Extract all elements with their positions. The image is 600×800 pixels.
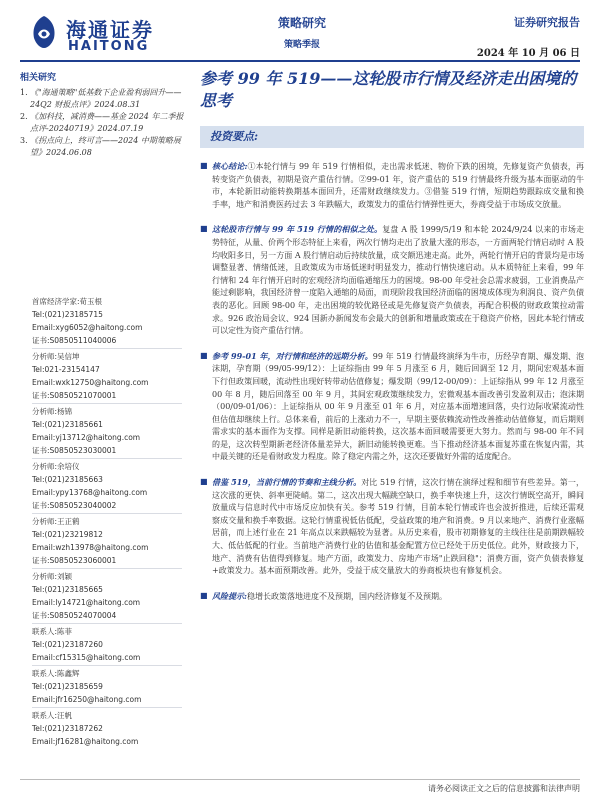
bullet-icon: 3. [20,136,28,145]
analyst-email[interactable]: Email:wxk12750@haitong.com [32,378,149,387]
analyst-role: 分析师:吴信坤 [32,352,80,361]
haitong-logo-icon [28,14,60,50]
subcategory-label: 策略季报 [283,40,320,50]
key-point-paragraph [200,160,584,211]
contact-email[interactable]: Email:jfr16250@haitong.com [32,695,142,704]
related-research-title: 相关研究 [20,73,57,83]
analyst-block [32,405,182,459]
related-item[interactable]: 1. 《"海通策略"低基数下企业盈利弱回升——24Q2 财报点评》2024.08.31 [20,88,182,109]
category-label: 策略研究 [277,16,326,30]
analyst-role: 分析师:杨锦 [32,407,73,416]
contact-role: 联系人:陈菲 [32,627,73,636]
divider [32,623,182,624]
contact-email[interactable]: Email:jf16281@haitong.com [32,737,139,746]
divider [32,568,182,569]
square-bullet-icon: ■ [200,161,208,170]
analyst-block [32,295,182,349]
key-point-paragraph [200,350,584,464]
divider [32,707,182,708]
divider [32,348,182,349]
paragraph-text: 对比 519 行情，这次行情在演绎过程和细节有些差异。第一，这次涨的更快、斜率更陡峭。第二，这次出现大幅跳空缺口，换手率快速上升，这次行情既空高开，瞬间放量成与信息时代中市场反应加快有关。参考 519 行情，目前本轮行情或许也会波折推进，后续还需观察成交量和换手率数据。这轮行情重视低估低配，受益政策的地产和消费。9 月以来地产、消费行业涨幅居前，而上述行业在 21 年高点以来跌幅较为显著。从历史来看，股市初期修复的主线往往是前期跌幅较大、低估低配的行业。当前地产消费行业的估值和基金配置方位已经处于历史低位。此外，财政接力下，地产、消费有估值得到修复。地产方面，政策发力、房地产市场"止跌回稳"；消费方面，资产负债表修复+政策发力。基本面预期改善。此外，受益于成交量放大的券商板块也有修复机会。 [212,478,584,576]
square-bullet-icon: ■ [200,224,208,234]
related-item[interactable]: 3. 《拐点向上，终可言——2024 中期策略展望》2024.06.08 [20,136,181,157]
square-bullet-icon: ■ [200,477,208,487]
analyst-email[interactable]: Email:yj13712@haitong.com [32,433,141,442]
analyst-email[interactable]: Email:xyg6052@haitong.com [32,323,143,332]
analyst-cert: 证书:S0850511040006 [32,336,117,345]
analyst-email[interactable]: Email:wzh13978@haitong.com [32,543,149,552]
report-title: 参考 99 年 519——这轮股市行情及经济走出困境的思考 [200,69,577,110]
report-meta [477,14,580,59]
main-content [200,62,584,603]
contact-tel: Tel:(021)23187260 [32,640,103,649]
analyst-cert: 证书:S0850524070004 [32,611,117,620]
paragraph-lead: 这轮股市行情与 99 年 519 行情的相似之处。 [212,224,383,235]
paragraph-lead: 核心结论: [212,161,248,171]
report-date: 2024 年 10 月 06 日 [476,48,580,59]
divider [32,403,182,404]
square-bullet-icon: ■ [200,590,208,600]
analyst-cert: 证书:S0850523060001 [32,556,117,565]
key-point-paragraph [200,223,584,337]
analyst-email[interactable]: Email:ypy13768@haitong.com [32,488,148,497]
key-point-paragraph [200,590,584,604]
analyst-role: 分析师:余培仪 [32,462,80,471]
logo-en-text: HAITONG [68,39,150,54]
divider [32,458,182,459]
related-research-list [20,87,185,159]
footer-disclaimer: 请务必阅读正文之后的信息披露和法律声明 [428,784,580,793]
paragraph-text: 复盘 A 股 1999/5/19 和本轮 2024/9/24 以来的市场走势特征，从量、价两个形态特征上来看，两次行情均走出了放量大涨的形态，一方面两轮行情启动时 A 股均收阳多日，另一方面 A 股行情启动后持续放量，成交额迅速走高。此外，两轮行情开启的背景均是市场调整显著、情绪低迷，且政策成为市场低迷时明显发力，推动行情快速启动。从本质特征上来看，99 年行情和 24 年行情开启时的宏观经济均面临通缩压力的困境。98-00 年受社会总需求疲弱，工业消费品产能过剩影响，我国经济曾一度陷入通缩的局面，而现阶段我国经济面临的困境成体现为利润良、资产负债表的恶化。回顾 98-00 年，走出困境的较优路径或是先修复资产负债表，再配合积极的财政政策拉动需求。926 政治局会议、924 国新办新闻发布会最大的创新和增量政策或在于稳资产价格，因此本轮行情或可以定性为资产重估行情。 [212,225,584,336]
analyst-block [32,570,182,624]
analyst-tel: Tel:(021)23185661 [32,420,103,429]
bullet-icon: 1. [20,88,28,97]
analyst-block [32,460,182,514]
analyst-list [32,295,182,748]
contact-email[interactable]: Email:cf15315@haitong.com [32,653,141,662]
key-points-header: 投资要点: [200,126,584,148]
contact-block [32,625,182,666]
contact-role: 联系人:汪帆 [32,711,73,720]
divider [32,665,182,666]
analyst-cert: 证书:S0850521070001 [32,391,117,400]
divider [32,513,182,514]
analyst-email[interactable]: Email:ly14721@haitong.com [32,598,141,607]
report-type: 证券研究报告 [514,16,580,29]
analyst-tel: Tel:(021)23185715 [32,310,103,319]
analyst-tel: Tel:(021)23219812 [32,530,103,539]
footer-divider [20,779,580,780]
contact-tel: Tel:(021)23187262 [32,724,103,733]
square-bullet-icon: ■ [200,350,208,360]
contact-block [32,667,182,708]
paragraph-text: ①本轮行情与 99 年 519 行情相似，走出需求低迷、物价下跌的困境，先修复资产负债表，再转变资产负债表，初期是资产重估行情。②99-01 年，资产重估的 519 行情最终升级为基本面驱动的牛市，本轮新旧动能转换期基本面回升，还需财政继续发力。③借鉴 519 行情，短期趋势跟踪成交量和换手率，地产和消费医药过去 3 年跌幅大，政策发力的重估行情弹性更大，券商受益于市场成交放量。 [212,162,584,209]
related-item[interactable]: 2. 《加科技，减消费——基金 2024 年二季报点评-20240719》2024.07.19 [20,112,184,133]
paragraph-lead: 参考 99-01 年，对行情和经济的远期分析。 [212,350,373,361]
analyst-block [32,515,182,569]
analyst-tel: Tel:(021)23185663 [32,475,103,484]
analyst-role: 首席经济学家:荀玉根 [32,297,103,306]
contact-role: 联系人:陈鑫辉 [32,669,80,678]
paragraph-text: 99 年 519 行情最终演绎为牛市，历经孕育期、爆发期、泡沫期，孕育期（99/05-99/12）：上证综指由 99 年 5 月涨至 6 月，随后回调至 12 月，期间宏观基本面下行但政策回暖，流动性出现好转带动估值修复；爆发期（99/12-00/09）：上证综指从 99 年 12 月涨至 00 年 8 月，随后回落至 00 年 9 月，其间宏观政策继续发力，宏微观基本面改善引发盈利双击；泡沫期（00/09-01/06）：上证综指从 00 年 9 月涨至 01 年 6 月，对应基本面增速回落，央行边际收紧流动性但估值却继续上行。总体来看，前后的上涨动力不一，早期主要依赖流动性改善推动估值修复，而后期则需求实的基本面作为支撑。同样是新旧动能转换，这次基本面回暖需要更大努力。然而与 98-00 年不同的是，这次转型期新老经济体量差异大，新旧动能转换更难。当下推动经济基本面复苏重在恢复内需，其中最关键的还是看财政发力程度。除了稳定内需之外，这次还要做好外需的适度配合。 [212,351,585,462]
analyst-role: 分析师:刘颖 [32,572,73,581]
haitong-logo [28,10,178,60]
paragraph-lead: 风险提示: [212,590,247,601]
analyst-cert: 证书:S0850523030001 [32,446,117,455]
key-point-paragraph [200,476,584,578]
logo-cn-text: 海通证券 [66,18,154,42]
analyst-cert: 证书:S0850523040002 [32,501,117,510]
report-category [262,14,342,50]
paragraph-text: 稳增长政策落地进度不及预期，国内经济修复不及预期。 [246,591,447,601]
analyst-tel: Tel:(021)23185665 [32,585,103,594]
analyst-role: 分析师:王正鹤 [32,517,80,526]
analyst-tel: Tel:021-23154147 [32,365,100,374]
contact-block [32,709,182,748]
sidebar [20,70,185,159]
contact-tel: Tel:(021)23185659 [32,682,103,691]
analyst-block [32,350,182,404]
bullet-icon: 2. [20,112,28,121]
paragraph-lead: 借鉴 519，当前行情的节奏和主线分析。 [212,477,362,488]
